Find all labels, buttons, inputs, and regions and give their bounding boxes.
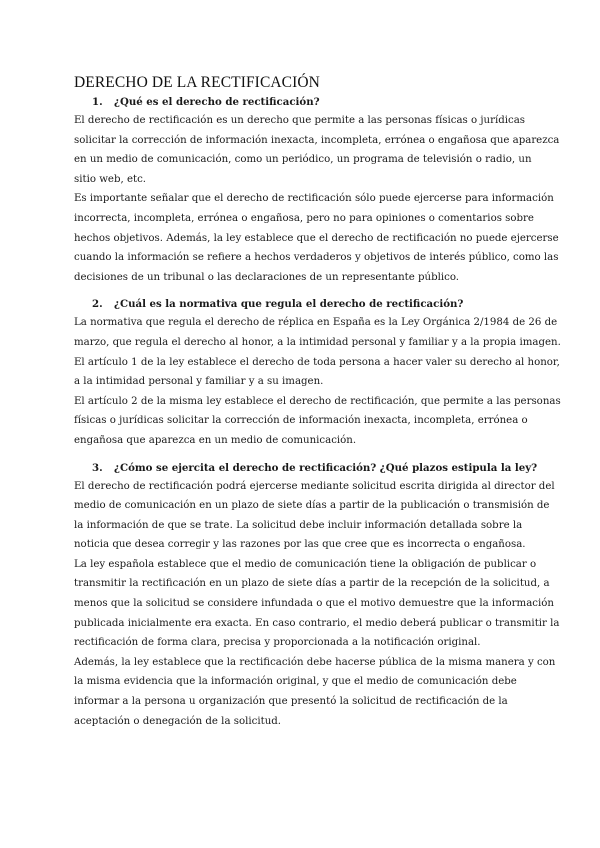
section-heading-3 — [92, 462, 548, 474]
text-line: rectificación de forma clara, precisa y proporcionada a la notificación original. — [74, 637, 481, 649]
text-line: publicada inicialmente era exacta. En caso contrario, el medio deberá publicar o transmitir la — [74, 617, 560, 629]
text-line: aceptación o denegación de la solicitud. — [74, 715, 282, 727]
section-title-3: ¿Cómo se ejercita el derecho de rectificación? ¿Qué plazos estipula la ley? — [114, 461, 538, 474]
paragraph — [74, 111, 560, 189]
text-line: sitio web, etc. — [74, 173, 147, 185]
section-heading-1 — [92, 96, 548, 108]
text-line: transmitir la rectificación en un plazo de siete días a partir de la recepción de la solicitud, a — [74, 578, 550, 590]
text-line: El derecho de rectificación podrá ejercerse mediante solicitud escrita dirigida al director del — [74, 480, 555, 492]
paragraph — [74, 477, 555, 555]
text-line: Es importante señalar que el derecho de rectificación sólo puede ejercerse para información — [74, 193, 554, 205]
section-number-2: 2. — [92, 298, 103, 311]
text-line: la misma evidencia que la información original, y que el medio de comunicación debe — [74, 676, 517, 688]
text-line: El derecho de rectificación es un derecho que permite a las personas físicas o jurídicas — [74, 115, 525, 126]
text-line: Además, la ley establece que la rectificación debe hacerse pública de la misma manera y con — [74, 656, 556, 668]
text-line: en un medio de comunicación, como un periódico, un programa de televisión o radio, un — [74, 154, 532, 166]
text-line: medio de comunicación en un plazo de siete días a partir de la publicación o transmisión de — [74, 500, 550, 512]
text-line: incorrecta, incompleta, errónea o engañosa, pero no para opiniones o comentarios sobre — [74, 212, 534, 224]
text-line: solicitar la corrección de información inexacta, incompleta, errónea o engañosa que aparezca — [74, 134, 560, 146]
section-title-2: ¿Cuál es la normativa que regula el derecho de rectificación? — [114, 298, 464, 311]
text-line: informar a la persona u organización que presentó la solicitud de rectificación de la — [74, 696, 508, 708]
text-line: hechos objetivos. Además, la ley establece que el derecho de rectificación no puede ejercerse — [74, 232, 559, 244]
text-line: decisiones de un tribunal o las declaraciones de un representante público. — [74, 271, 460, 283]
paragraph — [74, 313, 561, 391]
section-title-1: ¿Qué es el derecho de rectificación? — [114, 96, 320, 108]
section-number-3: 3. — [92, 461, 103, 474]
paragraph — [74, 392, 561, 451]
text-line: la información de que se trate. La solicitud debe incluir información detallada sobre la — [74, 519, 523, 531]
text-line: El artículo 2 de la misma ley establece el derecho de rectificación, que permite a las personas — [74, 395, 561, 407]
text-line: cuando la información se refiere a hechos verdaderos y objetivos de interés público, como las — [74, 252, 559, 264]
paragraph — [74, 189, 559, 287]
text-line: El artículo 1 de la ley establece el derecho de toda persona a hacer valer su derecho al honor, — [74, 356, 560, 368]
text-line: noticia que desea corregir y las razones por las que cree que es incorrecta o engañosa. — [74, 539, 526, 551]
text-line: a la intimidad personal y familiar y a su imagen. — [74, 376, 324, 388]
text-line: La ley española establece que el medio de comunicación tiene la obligación de publicar o — [74, 558, 537, 570]
paragraph — [74, 555, 560, 653]
text-line: marzo, que regula el derecho al honor, a la intimidad personal y familiar y a la propia imagen. — [74, 336, 561, 348]
section-heading-2 — [92, 298, 548, 310]
page-title: DERECHO DE LA RECTIFICACIÓN — [74, 74, 320, 91]
text-line: engañosa que aparezca en un medio de comunicación. — [74, 434, 357, 446]
paragraph — [74, 653, 556, 731]
text-line: menos que la solicitud se considere infundada o que el motivo demuestre que la información — [74, 598, 554, 610]
text-line: físicas o jurídicas solicitar la corrección de información inexacta, incompleta, errónea o — [74, 415, 528, 427]
section-number-1: 1. — [92, 96, 103, 108]
text-line: La normativa que regula el derecho de réplica en España es la Ley Orgánica 2/1984 de 26 de — [74, 317, 558, 329]
